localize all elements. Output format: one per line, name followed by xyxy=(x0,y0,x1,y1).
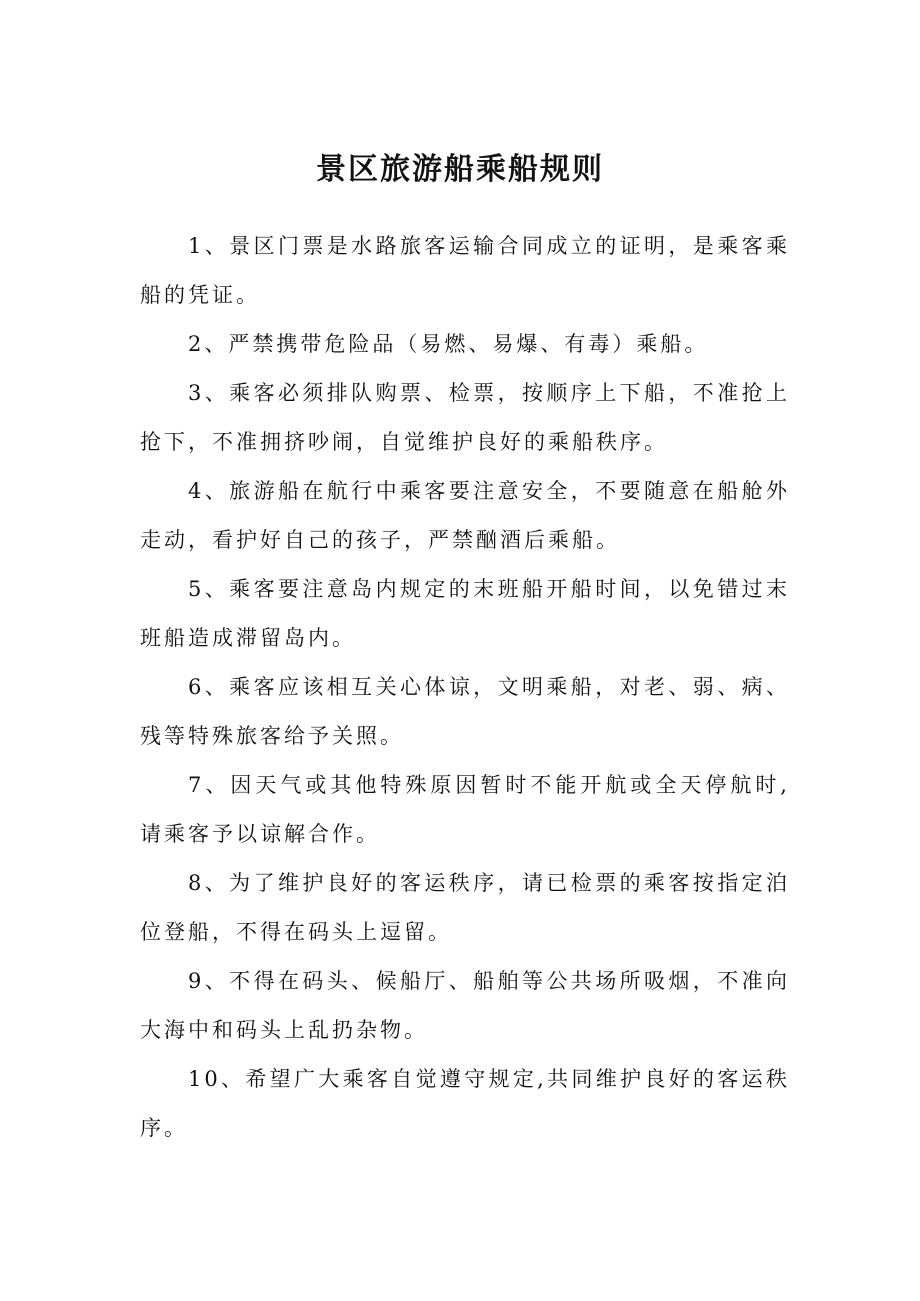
rule-item: 1、景区门票是水路旅客运输合同成立的证明，是乘客乘船的凭证。 xyxy=(140,234,790,307)
rules-list xyxy=(140,222,790,1153)
rule-item: 7、因天气或其他特殊原因暂时不能开航或全天停航时,请乘客予以谅解合作。 xyxy=(140,773,790,846)
document-title: 景区旅游船乘船规则 xyxy=(316,152,604,187)
rule-item: 2、严禁携带危险品（易燃、易爆、有毒）乘船。 xyxy=(188,332,709,356)
rule-item: 10、希望广大乘客自觉遵守规定,共同维护良好的客运秩序。 xyxy=(140,1067,790,1140)
rule-item: 4、旅游船在航行中乘客要注意安全，不要随意在船舱外走动，看护好自己的孩子，严禁酗酒后乘船。 xyxy=(140,479,790,552)
rule-item: 6、乘客应该相互关心体谅，文明乘船，对老、弱、病、残等特殊旅客给予关照。 xyxy=(140,675,790,748)
rule-item: 5、乘客要注意岛内规定的末班船开船时间，以免错过末班船造成滞留岛内。 xyxy=(140,577,790,650)
rule-item: 9、不得在码头、候船厅、船舶等公共场所吸烟，不准向大海中和码头上乱扔杂物。 xyxy=(140,969,790,1042)
rule-item: 3、乘客必须排队购票、检票，按顺序上下船，不准抢上抢下，不准拥挤吵闹，自觉维护良好的乘船秩序。 xyxy=(140,381,790,454)
rule-item: 8、为了维护良好的客运秩序，请已检票的乘客按指定泊位登船，不得在码头上逗留。 xyxy=(140,871,790,944)
